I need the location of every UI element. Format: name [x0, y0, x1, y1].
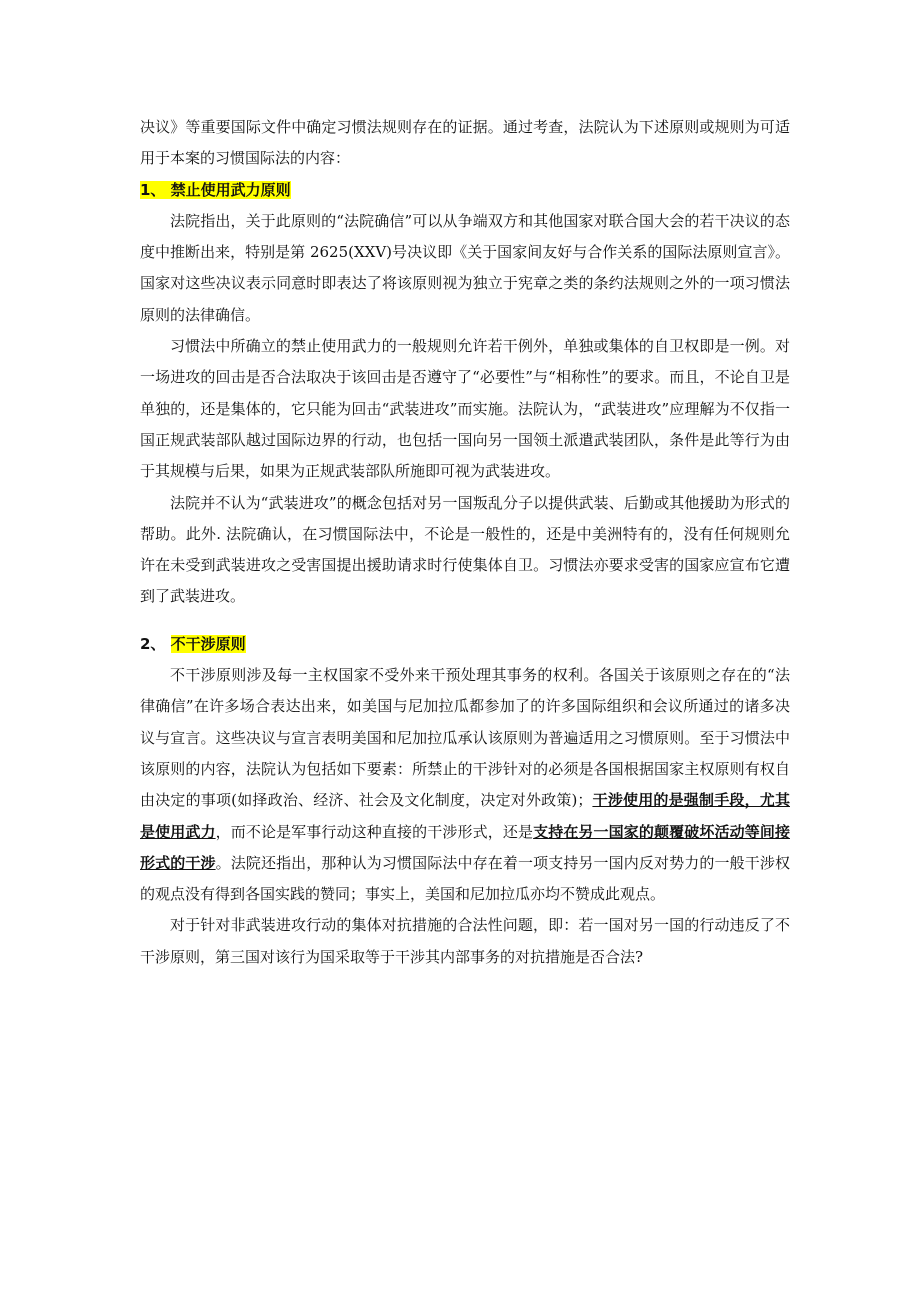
heading-1-number: 1、 [140, 180, 166, 199]
paragraph-intro: 决议》等重要国际文件中确定习惯法规则存在的证据。通过考查，法院认为下述原则或规则为可适用于本案的习惯国际法的内容： [140, 118, 790, 168]
emphasis-indirect-intervention: 支持在另一国家的颠覆破坏活动等间接形式的干涉 [140, 822, 790, 872]
heading-2-title: 不干涉原则 [170, 634, 246, 653]
paragraph-4-text-a: 不干涉原则涉及每一主权国家不受外来干预处理其事务的权利。各国关于该原则之存在的“法律确信”在许多场合表达出来，如美国与尼加拉瓜都参加了的许多国际组织和会议所通过的诸多决议与宣言。这些决议与宣言表明美国和尼加拉瓜承认该原则为普遍适用之习惯原则。至于习惯法中该原则的内容，法院认为包括如下要素：所禁止的干涉针对的必须是各国根据国家主权原则有权自由决定的事项(如择政治、经济、社会及文化制度，决定对外政策)； [140, 666, 790, 810]
paragraph-2: 习惯法中所确立的禁止使用武力的一般规则允许若干例外，单独或集体的自卫权即是一例。对一场进攻的回击是否合法取决于该回击是否遵守了“必要性”与“相称性”的要求。而且，不论自卫是单独的，还是集体的，它只能为回击“武装进攻”而实施。法院认为，“武装进攻”应理解为不仅指一国正规武装部队越过国际边界的行动，也包括一国向另一国领土派遣武装团队，条件是此等行为由于其规模与后果，如果为正规武装部队所施即可视为武装进攻。 [140, 337, 790, 481]
emphasis-coercion: 干涉使用的是强制手段，尤其是使用武力 [140, 791, 790, 841]
spacer [140, 613, 790, 629]
heading-2-number: 2、 [140, 634, 166, 653]
paragraph-4-text-c: ，而不论是军事行动这种直接的干涉形式，还是 [215, 822, 534, 841]
paragraph-1: 法院指出，关于此原则的“法院确信”可以从争端双方和其他国家对联合国大会的若干决议的态度中推断出来，特别是第 2625(XXV)号决议即《关于国家间友好与合作关系的国际法原则宣言》。国家对这些决议表示同意时即表达了将该原则视为独立于宪章之类的条约法规则之外的一项习惯法原则的法律确信。 [140, 211, 790, 324]
paragraph-3: 法院并不认为“武装进攻”的概念包括对另一国叛乱分子以提供武装、后勤或其他援助为形式的帮助。此外. 法院确认，在习惯国际法中，不论是一般性的，还是中美洲特有的，没有任何规则允许在未受到武装进攻之受害国提出援助请求时行使集体自卫。习惯法亦要求受害的国家应宣布它遭到了武装进攻。 [140, 493, 790, 606]
heading-1-highlight [140, 181, 291, 199]
heading-1 [140, 175, 790, 206]
heading-1-title: 禁止使用武力原则 [170, 180, 291, 199]
paragraph-4-text-e: 。法院还指出，那种认为习惯国际法中存在着一项支持另一国内反对势力的一般干涉权的观点没有得到各国实践的赞同；事实上，美国和尼加拉瓜亦均不赞成此观点。 [140, 853, 790, 904]
paragraph-5: 对于针对非武装进攻行动的集体对抗措施的合法性问题，即：若一国对另一国的行动违反了不干涉原则，第三国对该行为国采取等于干涉其内部事务的对抗措施是否合法? [140, 916, 790, 966]
document-page [140, 112, 790, 973]
heading-2 [140, 629, 790, 660]
paragraph-4 [140, 660, 790, 910]
